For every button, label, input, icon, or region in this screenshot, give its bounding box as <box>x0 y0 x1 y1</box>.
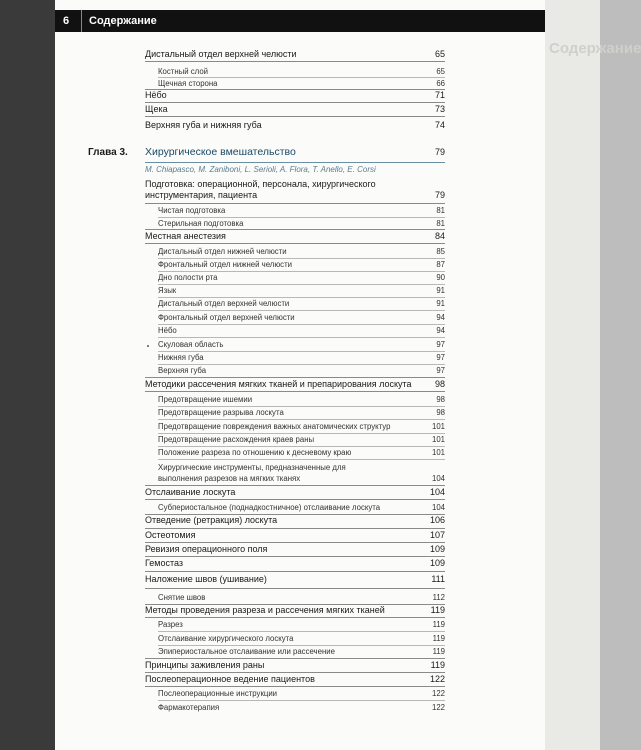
toc-entry-page: 79 <box>434 190 445 200</box>
toc-entry-text: Нёбо <box>158 326 177 335</box>
toc-entry-text: Верхняя губа и нижняя губа <box>145 120 262 130</box>
toc-entry-page: 111 <box>431 574 445 584</box>
toc-entry-page: 119 <box>432 620 445 629</box>
toc-entry-page: 81 <box>436 219 445 228</box>
toc-entry-page: 91 <box>436 299 445 308</box>
divider <box>158 419 445 420</box>
divider <box>145 658 445 659</box>
chapter-authors: M. Chiapasco, M. Zaniboni, L. Serioli, A. Flora, T. Anello, E. Corsi <box>145 165 376 174</box>
toc-entry-text: Скуловая область <box>158 340 224 349</box>
toc-entry-text: Нёбо <box>145 90 167 100</box>
toc-entry-page: 98 <box>434 379 445 389</box>
toc-entry-page: 87 <box>436 260 445 269</box>
toc-entry-text: Субпериостальное (поднадкостничное) отслаивание лоскута <box>158 503 381 512</box>
divider <box>145 61 445 62</box>
toc-entry-page: 107 <box>429 530 445 540</box>
toc-entry-page: 71 <box>434 90 445 100</box>
toc-entry-text: Хирургические инструменты, предназначенные для выполнения разрезов на мягких тканях <box>158 463 346 483</box>
toc-entry-page: 104 <box>431 503 445 512</box>
divider <box>145 485 445 486</box>
divider <box>145 617 445 618</box>
toc-entry-page: 119 <box>432 647 445 656</box>
toc-entry-page: 112 <box>432 593 445 602</box>
toc-entry-text: Предотвращение разрыва лоскута <box>158 408 284 417</box>
divider <box>145 499 445 500</box>
toc-entry-text: Щечная сторона <box>158 79 218 88</box>
toc-entry-text: Положение разреза по отношению к десневому краю <box>158 448 352 457</box>
toc-entry-text: Подготовка: операционной, персонала, хирургического инструментария, пациента <box>145 179 376 200</box>
toc-entry-text: Послеоперационные инструкции <box>158 689 278 698</box>
toc-entry-text: Верхняя губа <box>158 366 207 375</box>
toc-entry-page: 119 <box>432 634 445 643</box>
toc-entry-page: 119 <box>430 660 445 670</box>
divider <box>145 391 445 392</box>
toc-entry-text: Фронтальный отдел верхней челюсти <box>158 313 295 322</box>
toc-entry-text: Гемостаз <box>145 558 184 568</box>
divider <box>145 686 445 687</box>
toc-entry-text: Отслаивание лоскута <box>145 487 236 497</box>
toc-entry-page: 97 <box>436 353 445 362</box>
divider <box>158 459 445 460</box>
toc-entry-text: Принципы заживления раны <box>145 660 265 670</box>
divider <box>158 324 445 325</box>
toc-entry-page: 66 <box>436 79 445 88</box>
toc-entry-text: Костный слой <box>158 67 209 76</box>
toc-entry-text: Наложение швов (ушивание) <box>145 574 267 584</box>
bullet-mark <box>147 345 149 347</box>
toc-entry-text: Щека <box>145 104 168 114</box>
toc-entry-text: Эпипериостальное отслаивание или рассечение <box>158 647 335 656</box>
toc-entry-page: 85 <box>436 247 445 256</box>
toc-entry-text: Методики рассечения мягких тканей и препарирования лоскута <box>145 379 412 389</box>
toc-entry-page: 97 <box>436 366 445 375</box>
toc-entry-page: 65 <box>434 49 445 59</box>
toc-entry-page: 122 <box>429 674 445 684</box>
toc-entry-text: Стерильная подготовка <box>158 219 244 228</box>
divider <box>145 556 445 557</box>
toc-entry-page: 109 <box>429 544 445 554</box>
divider <box>158 337 445 338</box>
toc-entry-text: Отслаивание хирургического лоскута <box>158 634 294 643</box>
toc-entry-page: 98 <box>436 408 445 417</box>
toc-entry-text: Разрез <box>158 620 183 629</box>
toc-entry-page: 84 <box>434 231 445 241</box>
toc-entry-text: Дно полости рта <box>158 273 218 282</box>
toc-entry-text: Чистая подготовка <box>158 206 226 215</box>
toc-entry-text: Предотвращение расхождения краев раны <box>158 435 315 444</box>
divider <box>145 571 445 572</box>
divider <box>145 588 445 589</box>
toc-entry-text: Язык <box>158 286 177 295</box>
toc-entry-text: Дистальный отдел верхней челюсти <box>158 299 290 308</box>
toc-entry-page: 101 <box>431 448 445 457</box>
toc-entry-text: Дистальный отдел нижней челюсти <box>158 247 287 256</box>
toc-entry-text: Отведение (ретракция) лоскута <box>145 515 278 525</box>
page-number: 6 <box>63 15 70 27</box>
divider <box>145 528 445 529</box>
toc-entry-page: 97 <box>436 340 445 349</box>
toc-entry-text: Методы проведения разреза и рассечения мягких тканей <box>145 605 385 615</box>
toc-entry-page: 81 <box>436 206 445 215</box>
toc-entry-page: 119 <box>430 605 445 615</box>
divider <box>145 377 445 378</box>
toc-entry-page: 106 <box>429 515 445 525</box>
divider <box>158 700 445 701</box>
toc-entry-text: Фармакотерапия <box>158 703 220 712</box>
toc-entry-page: 74 <box>434 120 445 130</box>
toc-entry-text: Нижняя губа <box>158 353 204 362</box>
toc-entry-text: Фронтальный отдел нижней челюсти <box>158 260 292 269</box>
toc-entry-page: 109 <box>429 558 445 568</box>
divider <box>145 89 445 90</box>
chapter-divider <box>145 162 445 163</box>
chapter-page: 79 <box>434 147 445 157</box>
chapter-title[interactable]: Хирургическое вмешательство <box>145 146 296 158</box>
toc-entry-page: 122 <box>431 689 445 698</box>
toc-entry-text: Послеоперационное ведение пациентов <box>145 674 315 684</box>
toc-entry-page: 101 <box>431 422 445 431</box>
toc-entry-page: 73 <box>434 104 445 114</box>
toc-entry-page: 94 <box>436 326 445 335</box>
divider <box>158 631 445 632</box>
toc-entry-page: 91 <box>436 286 445 295</box>
toc-entry-text: Предотвращение ишемии <box>158 395 253 404</box>
toc-entry-page: 101 <box>431 435 445 444</box>
divider <box>158 310 445 311</box>
toc-entry-page: 98 <box>436 395 445 404</box>
divider <box>145 672 445 673</box>
toc-entry-text: Остеотомия <box>145 530 196 540</box>
toc-entry-text: Снятие швов <box>158 593 206 602</box>
toc-entry-text: Дистальный отдел верхней челюсти <box>145 49 297 59</box>
toc-entry-page: 90 <box>436 273 445 282</box>
toc-entry-page: 94 <box>436 313 445 322</box>
toc-entry-page: 122 <box>431 703 445 712</box>
toc-entry-text: Местная анестезия <box>145 231 226 241</box>
toc-entry-page: 104 <box>429 487 445 497</box>
divider <box>145 542 445 543</box>
divider <box>158 284 445 285</box>
chapter-label: Глава 3. <box>88 147 128 158</box>
header-title: Содержание <box>89 15 157 27</box>
toc-entry-page: 104 <box>431 474 445 483</box>
divider <box>145 243 445 244</box>
divider <box>145 116 445 117</box>
divider <box>145 203 445 204</box>
toc-entry-text: Ревизия операционного поля <box>145 544 268 554</box>
divider <box>145 102 445 103</box>
toc-entry-text: Предотвращение повреждения важных анатомических структур <box>158 422 391 431</box>
toc-entry-page: 65 <box>436 67 445 76</box>
facing-page-title: Содержание <box>549 40 641 57</box>
divider <box>145 229 445 230</box>
